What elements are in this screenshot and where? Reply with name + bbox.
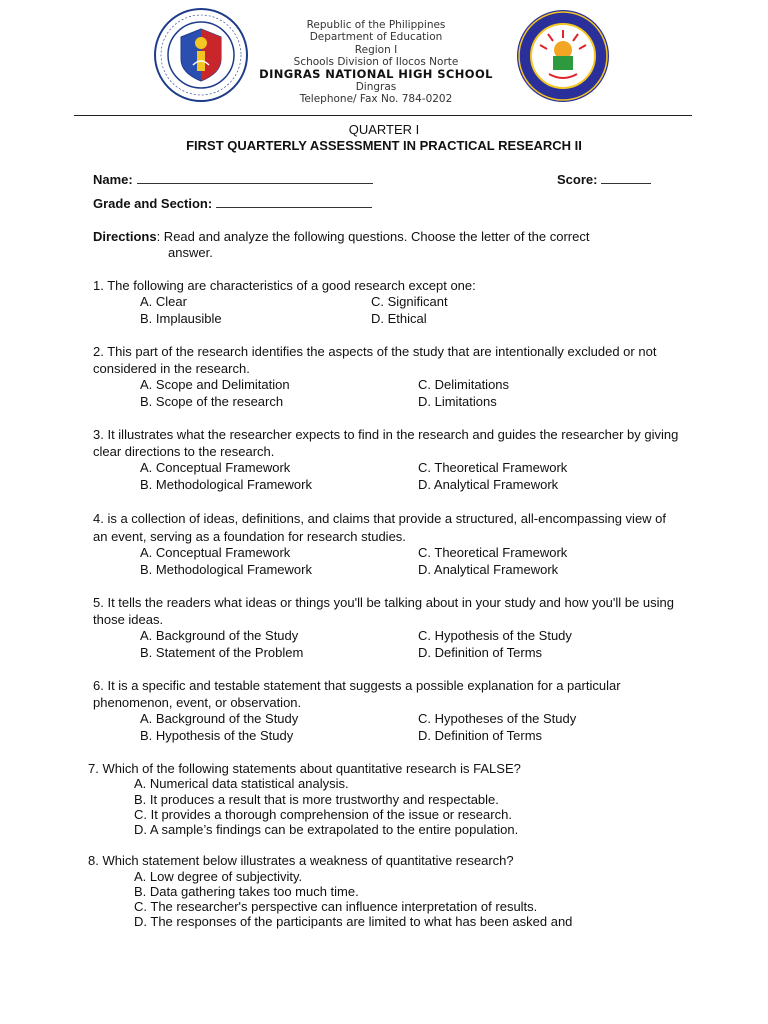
option-5a[interactable]: A. Background of the Study	[140, 628, 299, 643]
question-2	[93, 344, 679, 377]
header-divider	[74, 115, 692, 116]
option-5d[interactable]: D. Definition of Terms	[418, 645, 543, 660]
option-6a[interactable]: A. Background of the Study	[140, 711, 299, 726]
directions-text: : Read and analyze the following questions. Choose the letter of the correct	[156, 229, 590, 244]
directions-label: Directions	[93, 229, 157, 244]
question-stem: 5. It tells the readers what ideas or things you'll be talking about in your study and how you'll be using those ideas.	[93, 595, 674, 627]
question-8	[88, 853, 678, 870]
option-3a[interactable]: A. Conceptual Framework	[140, 460, 291, 475]
question-stem: 8. Which statement below illustrates a weakness of quantitative research?	[88, 853, 514, 868]
letterhead	[230, 19, 522, 106]
option-4c[interactable]: C. Theoretical Framework	[418, 545, 568, 560]
name-field[interactable]	[93, 172, 373, 187]
question-stem: 6. It is a specific and testable statement that suggests a possible explanation for a particular phenomenon, event, or observation.	[93, 678, 621, 710]
option-7a[interactable]: A. Numerical data statistical analysis.	[134, 776, 349, 791]
score-label: Score:	[557, 172, 598, 187]
option-8d[interactable]: D. The responses of the participants are limited to what has been asked and	[134, 914, 573, 929]
name-label: Name:	[93, 172, 133, 187]
option-7d[interactable]: D. A sample’s findings can be extrapolated to the entire population.	[134, 822, 519, 837]
option-7b[interactable]: B. It produces a result that is more trustworthy and respectable.	[134, 792, 499, 807]
option-2a[interactable]: A. Scope and Delimitation	[140, 377, 290, 392]
letterhead-line-1: Republic of the Philippines	[306, 19, 446, 31]
question-3	[93, 427, 679, 460]
option-6d[interactable]: D. Definition of Terms	[418, 728, 543, 743]
option-4b[interactable]: B. Methodological Framework	[140, 562, 312, 577]
option-2b[interactable]: B. Scope of the research	[140, 394, 284, 409]
option-3d[interactable]: D. Analytical Framework	[418, 477, 559, 492]
option-4d[interactable]: D. Analytical Framework	[418, 562, 559, 577]
option-1a[interactable]: A. Clear	[140, 294, 187, 309]
quarter-label: QUARTER I	[348, 122, 420, 137]
option-6c[interactable]: C. Hypotheses of the Study	[418, 711, 577, 726]
question-stem: 4. is a collection of ideas, definitions, and claims that provide a structured, all-encompassing view of an event, serving as a foundation for research studies.	[93, 511, 667, 544]
letterhead-line-3: Region I	[354, 43, 398, 56]
question-stem: 7. Which of the following statements about quantitative research is FALSE?	[88, 761, 521, 776]
question-stem: 2. This part of the research identifies the aspects of the study that are intentionally excluded or not considered in the research.	[93, 344, 657, 376]
option-3b[interactable]: B. Methodological Framework	[140, 477, 312, 492]
letterhead-line-2: Department of Education	[309, 31, 443, 44]
option-5b[interactable]: B. Statement of the Problem	[140, 645, 304, 660]
score-blank[interactable]	[601, 172, 651, 184]
grade-section-blank[interactable]	[216, 196, 372, 208]
option-3c[interactable]: C. Theoretical Framework	[418, 460, 568, 475]
grade-section-label: Grade and Section:	[93, 196, 213, 211]
option-1b[interactable]: B. Implausible	[140, 311, 222, 326]
option-6b[interactable]: B. Hypothesis of the Study	[140, 728, 294, 743]
directions	[93, 229, 675, 261]
directions-continuation: answer.	[168, 245, 213, 260]
school-telephone: Telephone/ Fax No. 784-0202	[299, 93, 453, 106]
option-4a[interactable]: A. Conceptual Framework	[140, 545, 291, 560]
school-seal-logo	[515, 8, 611, 104]
option-1d[interactable]: D. Ethical	[371, 311, 427, 326]
score-field[interactable]	[557, 172, 651, 187]
question-1	[93, 278, 675, 295]
name-blank[interactable]	[137, 172, 373, 184]
option-2d[interactable]: D. Limitations	[418, 394, 497, 409]
question-6	[93, 678, 679, 711]
option-8b[interactable]: B. Data gathering takes too much time.	[134, 884, 359, 899]
option-1c[interactable]: C. Significant	[371, 294, 448, 309]
school-town: Dingras	[355, 81, 397, 94]
school-name: DINGRAS NATIONAL HIGH SCHOOL	[259, 67, 493, 82]
option-8a[interactable]: A. Low degree of subjectivity.	[134, 869, 303, 884]
option-7c[interactable]: C. It provides a thorough comprehension of the issue or research.	[134, 807, 512, 822]
grade-section-field[interactable]	[93, 196, 372, 211]
question-4	[93, 510, 679, 545]
option-8c[interactable]: C. The researcher's perspective can influence interpretation of results.	[134, 899, 538, 914]
exam-title: FIRST QUARTERLY ASSESSMENT IN PRACTICAL RESEARCH II	[186, 138, 582, 153]
question-stem: 1. The following are characteristics of a good research except one:	[93, 278, 476, 293]
letterhead-line-4: Schools Division of Ilocos Norte	[293, 55, 459, 68]
option-5c[interactable]: C. Hypothesis of the Study	[418, 628, 572, 643]
question-5	[93, 595, 679, 628]
question-stem: 3. It illustrates what the researcher expects to find in the research and guides the researcher by giving clear directions to the research.	[93, 427, 679, 459]
option-2c[interactable]: C. Delimitations	[418, 377, 510, 392]
